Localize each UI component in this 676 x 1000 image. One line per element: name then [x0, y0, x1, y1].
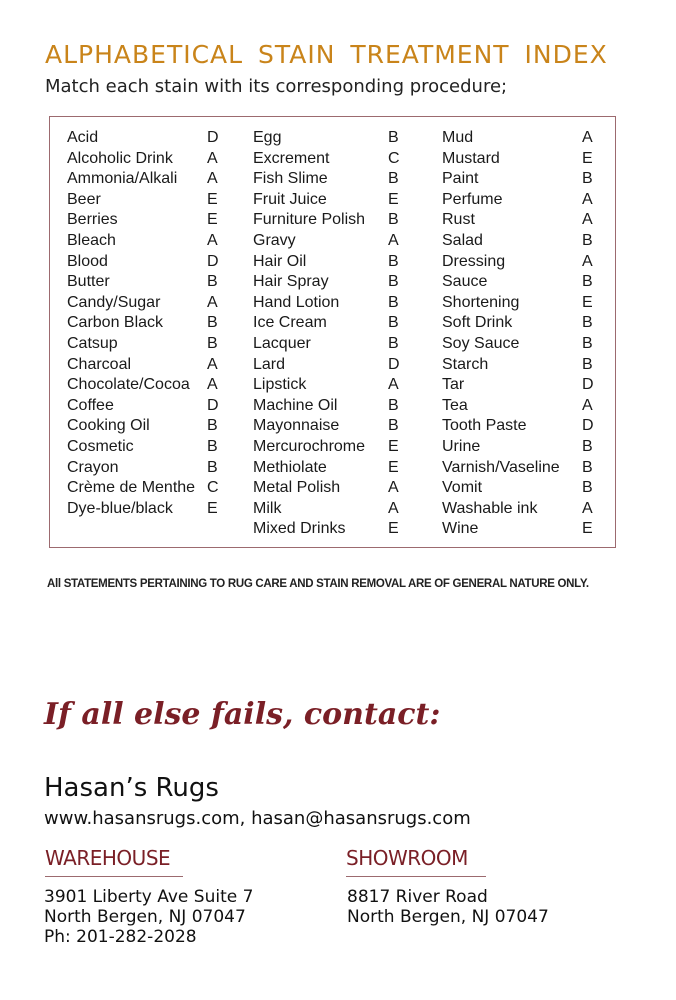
stain-name: Hair Oil	[253, 252, 307, 270]
treatment-code: B	[582, 355, 593, 373]
treatment-code: B	[207, 334, 218, 352]
stain-name: Tooth Paste	[442, 417, 527, 435]
treatment-code: E	[388, 458, 399, 476]
stain-name: Lacquer	[253, 334, 311, 352]
stain-name: Ammonia/Alkali	[67, 170, 178, 188]
stain-name: Crème de Menthe	[67, 479, 196, 497]
stain-name: Chocolate/Cocoa	[67, 376, 190, 394]
stain-row	[442, 416, 602, 437]
treatment-code: A	[582, 252, 593, 270]
stain-row	[253, 334, 413, 355]
stain-name: Salad	[442, 231, 483, 249]
stain-row	[442, 128, 602, 149]
treatment-code: A	[582, 129, 593, 146]
stain-row	[253, 169, 413, 190]
stain-column-3	[442, 128, 602, 540]
stain-column-1	[67, 128, 222, 519]
stain-row	[253, 437, 413, 458]
treatment-code: B	[582, 479, 593, 497]
stain-row	[442, 437, 602, 458]
stain-name: Blood	[67, 252, 108, 270]
treatment-code: B	[207, 437, 218, 455]
treatment-code: E	[207, 211, 218, 229]
stain-name: Machine Oil	[253, 396, 338, 414]
disclaimer: All STATEMENTS PERTAINING TO RUG CARE AND STAIN REMOVAL ARE OF GENERAL NATURE ONLY.	[47, 578, 589, 590]
stain-name: Wine	[442, 520, 479, 538]
stain-name: Rust	[442, 211, 475, 229]
treatment-code: E	[582, 293, 593, 311]
treatment-code: D	[207, 252, 219, 270]
showroom-divider	[346, 876, 486, 877]
stain-row	[253, 396, 413, 417]
treatment-code: A	[207, 355, 218, 373]
contact-heading: If all else fails, contact:	[44, 697, 441, 732]
stain-name: Fish Slime	[253, 170, 328, 188]
stain-row	[442, 375, 602, 396]
stain-row	[442, 149, 602, 170]
showroom-address-line1: 8817 River Road	[347, 887, 488, 907]
showroom-address	[347, 887, 549, 927]
treatment-code: B	[388, 293, 399, 311]
treatment-code: B	[582, 458, 593, 476]
treatment-code: C	[207, 479, 219, 497]
stain-row	[67, 149, 222, 170]
treatment-code: A	[207, 293, 218, 311]
treatment-code: E	[388, 520, 399, 538]
stain-row	[253, 519, 413, 540]
showroom-heading: SHOWROOM	[346, 846, 468, 870]
stain-name: Milk	[253, 499, 282, 517]
treatment-code: B	[388, 396, 399, 414]
stain-row	[442, 478, 602, 499]
stain-row	[67, 169, 222, 190]
treatment-code: B	[207, 273, 218, 291]
stain-row	[67, 478, 222, 499]
stain-name: Alcoholic Drink	[67, 149, 173, 167]
stain-row	[253, 210, 413, 231]
stain-name: Lipstick	[253, 376, 307, 394]
stain-name: Acid	[67, 129, 99, 146]
treatment-code: C	[388, 149, 400, 167]
treatment-code: A	[582, 211, 593, 229]
stain-name: Cooking Oil	[67, 417, 150, 435]
stain-row	[67, 190, 222, 211]
treatment-code: D	[207, 129, 219, 146]
stain-row	[253, 458, 413, 479]
stain-name: Egg	[253, 129, 282, 146]
stain-row	[442, 396, 602, 417]
stain-name: Shortening	[442, 293, 520, 311]
treatment-code: D	[582, 417, 594, 435]
stain-name: Candy/Sugar	[67, 293, 161, 311]
stain-name: Coffee	[67, 396, 114, 414]
stain-name: Dressing	[442, 252, 506, 270]
stain-row	[253, 252, 413, 273]
stain-name: Catsup	[67, 334, 118, 352]
stain-name: Beer	[67, 190, 101, 208]
stain-row	[253, 313, 413, 334]
warehouse-address	[44, 887, 253, 947]
stain-name: Mixed Drinks	[253, 520, 346, 538]
treatment-code: A	[388, 479, 399, 497]
stain-row	[253, 416, 413, 437]
treatment-code: B	[582, 170, 593, 188]
treatment-code: B	[582, 231, 593, 249]
treatment-code: D	[207, 396, 219, 414]
stain-row	[67, 210, 222, 231]
treatment-code: B	[582, 314, 593, 332]
stain-row	[67, 128, 222, 149]
stain-name: Hair Spray	[253, 273, 329, 291]
stain-row	[253, 375, 413, 396]
stain-name: Sauce	[442, 273, 488, 291]
treatment-code: D	[388, 355, 400, 373]
stain-row	[67, 416, 222, 437]
stain-name: Soft Drink	[442, 314, 513, 332]
warehouse-heading: WAREHOUSE	[45, 846, 171, 870]
treatment-code: E	[388, 190, 399, 208]
stain-row	[442, 458, 602, 479]
stain-name: Cosmetic	[67, 437, 134, 455]
stain-name: Charcoal	[67, 355, 132, 373]
treatment-code: B	[388, 170, 399, 188]
treatment-code: A	[207, 170, 218, 188]
company-name: Hasan’s Rugs	[44, 773, 219, 803]
treatment-code: B	[388, 252, 399, 270]
treatment-code: A	[388, 231, 399, 249]
stain-row	[442, 169, 602, 190]
stain-row	[442, 190, 602, 211]
stain-row	[442, 355, 602, 376]
stain-row	[442, 272, 602, 293]
stain-name: Soy Sauce	[442, 334, 520, 352]
page-subtitle: Match each stain with its corresponding procedure;	[45, 76, 508, 97]
stain-row	[67, 272, 222, 293]
stain-row	[442, 210, 602, 231]
stain-row	[442, 293, 602, 314]
stain-row	[442, 252, 602, 273]
stain-name: Starch	[442, 355, 489, 373]
stain-row	[67, 293, 222, 314]
treatment-code: A	[388, 376, 399, 394]
stain-name: Crayon	[67, 458, 119, 476]
stain-name: Butter	[67, 273, 110, 291]
warehouse-divider	[45, 876, 183, 877]
stain-row	[67, 499, 222, 520]
treatment-code: E	[388, 437, 399, 455]
stain-row	[253, 149, 413, 170]
treatment-code: B	[388, 417, 399, 435]
stain-name: Fruit Juice	[253, 190, 327, 208]
treatment-code: B	[388, 211, 399, 229]
stain-row	[67, 437, 222, 458]
web-email-line[interactable]: www.hasansrugs.com, hasan@hasansrugs.com	[44, 808, 471, 829]
treatment-code: A	[207, 149, 218, 167]
stain-row	[442, 231, 602, 252]
stain-name: Vomit	[442, 479, 483, 497]
treatment-code: A	[207, 231, 218, 249]
stain-name: Mud	[442, 129, 474, 146]
stain-row	[253, 128, 413, 149]
stain-name: Hand Lotion	[253, 293, 340, 311]
stain-row	[442, 499, 602, 520]
treatment-code: E	[582, 149, 593, 167]
stain-row	[253, 478, 413, 499]
stain-name: Gravy	[253, 231, 296, 249]
stain-row	[442, 519, 602, 540]
treatment-code: E	[582, 520, 593, 538]
stain-name: Varnish/Vaseline	[442, 458, 560, 476]
warehouse-address-line2: North Bergen, NJ 07047	[44, 907, 246, 927]
stain-row	[253, 231, 413, 252]
showroom-address-line2: North Bergen, NJ 07047	[347, 907, 549, 927]
treatment-code: A	[582, 499, 593, 517]
stain-row	[253, 190, 413, 211]
treatment-code: E	[207, 499, 218, 517]
stain-row	[253, 293, 413, 314]
stain-row	[67, 355, 222, 376]
treatment-code: B	[388, 129, 399, 146]
stain-name: Furniture Polish	[253, 211, 366, 229]
stain-index-table	[49, 116, 616, 548]
stain-name: Methiolate	[253, 458, 327, 476]
stain-name: Mustard	[442, 149, 500, 167]
treatment-code: B	[388, 314, 399, 332]
stain-name: Ice Cream	[253, 314, 327, 332]
stain-name: Paint	[442, 170, 479, 188]
treatment-code: B	[388, 273, 399, 291]
treatment-code: B	[582, 334, 593, 352]
stain-name: Metal Polish	[253, 479, 341, 497]
treatment-code: A	[388, 499, 399, 517]
treatment-code: A	[207, 376, 218, 394]
stain-name: Washable ink	[442, 499, 538, 517]
stain-name: Lard	[253, 355, 286, 373]
stain-name: Dye-blue/black	[67, 499, 173, 517]
stain-name: Mayonnaise	[253, 417, 340, 435]
treatment-code: B	[388, 334, 399, 352]
stain-row	[67, 231, 222, 252]
stain-row	[253, 355, 413, 376]
stain-name: Bleach	[67, 231, 116, 249]
stain-name: Urine	[442, 437, 481, 455]
stain-row	[67, 252, 222, 273]
stain-row	[67, 396, 222, 417]
stain-name: Tar	[442, 376, 465, 394]
stain-row	[442, 334, 602, 355]
treatment-code: B	[207, 458, 218, 476]
stain-name: Tea	[442, 396, 468, 414]
page-title: ALPHABETICAL STAIN TREATMENT INDEX	[45, 40, 608, 69]
stain-row	[67, 375, 222, 396]
stain-name: Mercurochrome	[253, 437, 366, 455]
stain-name: Perfume	[442, 190, 503, 208]
stain-column-2	[253, 128, 413, 540]
treatment-code: B	[582, 437, 593, 455]
treatment-code: B	[207, 314, 218, 332]
treatment-code: B	[582, 273, 593, 291]
warehouse-phone[interactable]: Ph: 201-282-2028	[44, 927, 197, 947]
stain-row	[67, 458, 222, 479]
stain-row	[67, 313, 222, 334]
stain-name: Excrement	[253, 149, 330, 167]
stain-row	[67, 334, 222, 355]
treatment-code: A	[582, 396, 593, 414]
treatment-code: B	[207, 417, 218, 435]
stain-name: Berries	[67, 211, 118, 229]
stain-name: Carbon Black	[67, 314, 164, 332]
stain-row	[253, 499, 413, 520]
stain-row	[253, 272, 413, 293]
treatment-code: E	[207, 190, 218, 208]
warehouse-address-line1: 3901 Liberty Ave Suite 7	[44, 887, 254, 907]
treatment-code: D	[582, 376, 594, 394]
stain-row	[442, 313, 602, 334]
treatment-code: A	[582, 190, 593, 208]
